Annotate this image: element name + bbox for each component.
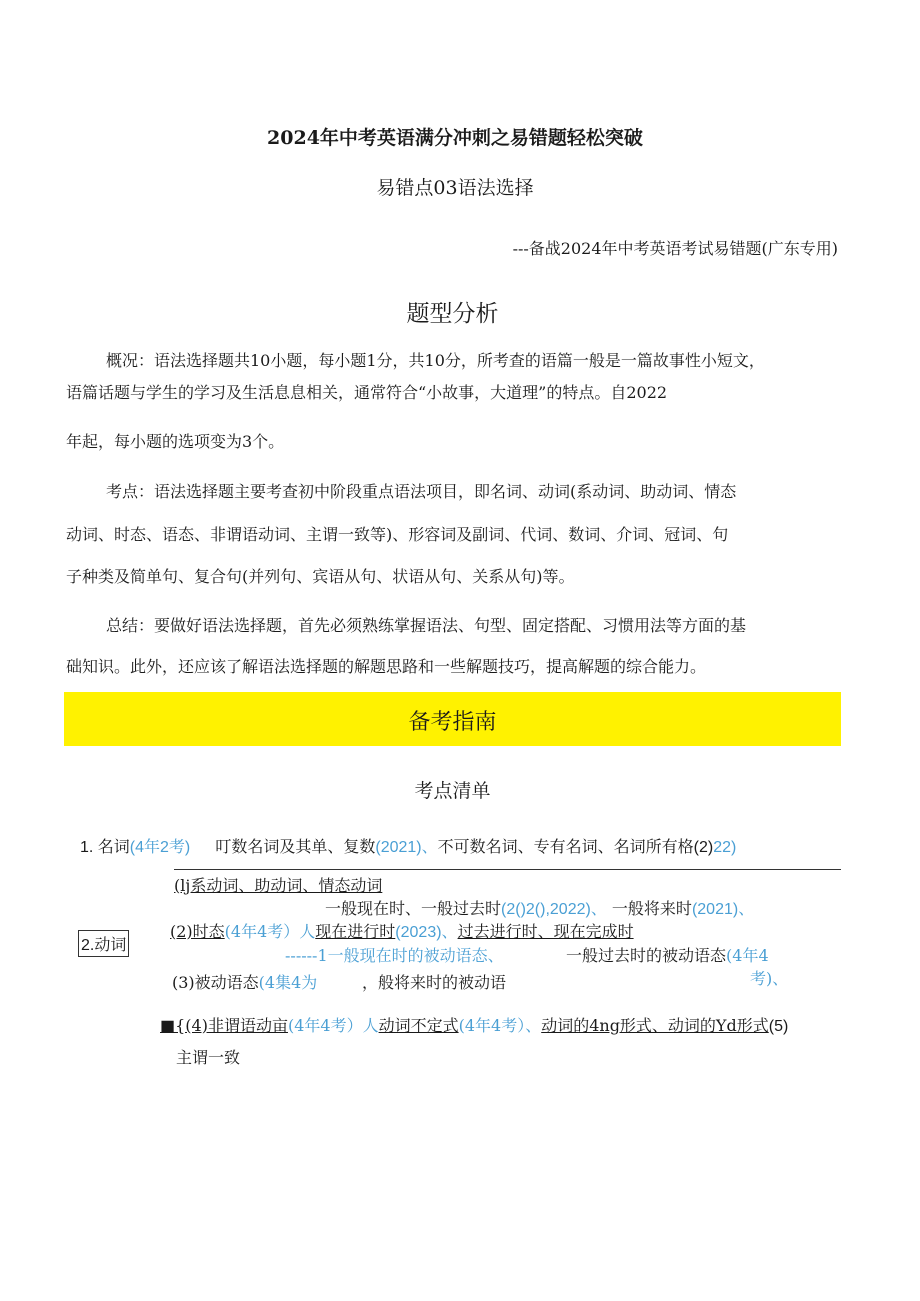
summary-line-2-wrap — [66, 651, 844, 683]
item-noun-tag: (4年2考) — [129, 839, 191, 856]
verb-sub2-label: (2)时态 — [170, 922, 225, 941]
verb-tense-a2-tag: (2021)、 — [691, 901, 755, 918]
verb-sub2-tag: (4年4考）人 — [224, 922, 316, 941]
verb-tense-a2-text: 一般将来时 — [611, 899, 692, 918]
item-verb-label: 2.动词 — [78, 930, 129, 957]
document-title: 2024年中考英语满分冲刺之易错题轻松突破 — [267, 127, 643, 149]
verb-sub2-text2: 过去进行时、现在完成时 — [457, 922, 634, 941]
guide-banner-title: 备考指南 — [408, 710, 497, 735]
checklist-heading: 考点清单 — [414, 780, 491, 802]
verb-tense-a-tag: (2()2(),2022)、 — [501, 901, 607, 918]
verb-sub2 — [170, 919, 634, 942]
verb-sub4-text2: 动词的4ng形式、动词的Yd形式 — [541, 1016, 769, 1035]
verb-sub3-tag: (4集4为 — [258, 973, 318, 992]
prep-line: ---备战2024年中考英语考试易错题(广东专用) — [512, 239, 838, 258]
verb-sub4-end: (5) — [768, 1018, 789, 1035]
points-line-2: 动词、时态、语态、非谓语动词、主谓一致等)、形容词及副词、代词、数词、介词、冠词、句 — [66, 525, 729, 544]
overview-paragraph — [66, 345, 844, 377]
verb-sub3 — [172, 970, 317, 993]
item-noun-text: 叮数名词及其单、复数 — [215, 837, 376, 856]
item-noun-tag4: 22) — [713, 839, 737, 856]
verb-passive-c-tag: (4年4 — [726, 946, 769, 965]
verb-sub5: 主谓一致 — [176, 1048, 241, 1067]
document-subtitle: 易错点03语法选择 — [376, 177, 534, 199]
points-line-2-wrap — [66, 519, 844, 551]
verb-sub4-label: ■{(4)非谓语动亩 — [160, 1016, 288, 1035]
summary-line-2: 础知识。此外，还应该了解语法选择题的解题思路和一些解题技巧，提高解题的综合能力。 — [66, 657, 707, 676]
verb-passive-faint: ------1一般现在时的被动语态、 — [285, 946, 504, 965]
item-noun-label: 1. 名词 — [80, 839, 130, 856]
item-noun-text2: 不可数名词、专有名词、名词所有格 — [437, 837, 694, 856]
verb-tense-a-text: 一般现在时、一般过去时 — [325, 899, 502, 918]
overview-line-2: 语篇话题与学生的学习及生活息息相关，通常符合“小故事，大道理”的特点。自2022 — [66, 383, 668, 402]
verb-passive-line — [285, 943, 504, 966]
points-paragraph — [66, 476, 844, 508]
divider-line — [174, 869, 841, 870]
item-noun — [80, 834, 736, 857]
verb-passive-line-c — [566, 943, 769, 966]
verb-sub2-tag2: (2023)、 — [395, 924, 458, 941]
verb-sub4-tag2: (4年4考）、 — [458, 1016, 542, 1035]
overview-line-3: 年起，每小题的选项变为3个。 — [66, 432, 285, 451]
verb-tense-line-a — [325, 896, 754, 919]
points-line-3-wrap — [66, 561, 844, 593]
item-noun-tag2: (2021)、 — [375, 839, 438, 856]
verb-sub4-text: 动词不定式 — [378, 1016, 459, 1035]
overview-line-1: 概况：语法选择题共10小题，每小题1分，共10分，所考查的语篇一般是一篇故事性小短文， — [106, 351, 765, 370]
overview-line-2-wrap — [66, 377, 844, 409]
verb-sub4 — [160, 1013, 788, 1036]
overview-line-3-wrap — [66, 426, 844, 458]
summary-paragraph — [66, 610, 844, 642]
points-line-3: 子种类及简单句、复合句(并列句、宾语从句、状语从句、关系从句)等。 — [66, 567, 575, 586]
verb-sub3-label: (3)被动语态 — [172, 973, 259, 992]
verb-sub2-text: 现在进行时 — [315, 922, 396, 941]
item-noun-tag3: (2) — [693, 839, 714, 856]
verb-passive-c-text: 一般过去时的被动语态 — [566, 946, 727, 965]
verb-sub3-text: ，般将来时的被动语 — [362, 973, 507, 992]
points-line-1: 考点：语法选择题主要考查初中阶段重点语法项目，即名词、动词(系动词、助动词、情态 — [106, 482, 737, 501]
summary-line-1: 总结：要做好语法选择题，首先必须熟练掌握语法、句型、固定搭配、习惯用法等方面的基 — [106, 616, 747, 635]
verb-sub4-tag: (4年4考）人 — [287, 1016, 379, 1035]
verb-passive-c-tag2: 考)、 — [750, 969, 789, 988]
verb-sub1: (lj系动词、助动词、情态动词 — [174, 876, 383, 895]
analysis-heading: 题型分析 — [406, 301, 499, 327]
